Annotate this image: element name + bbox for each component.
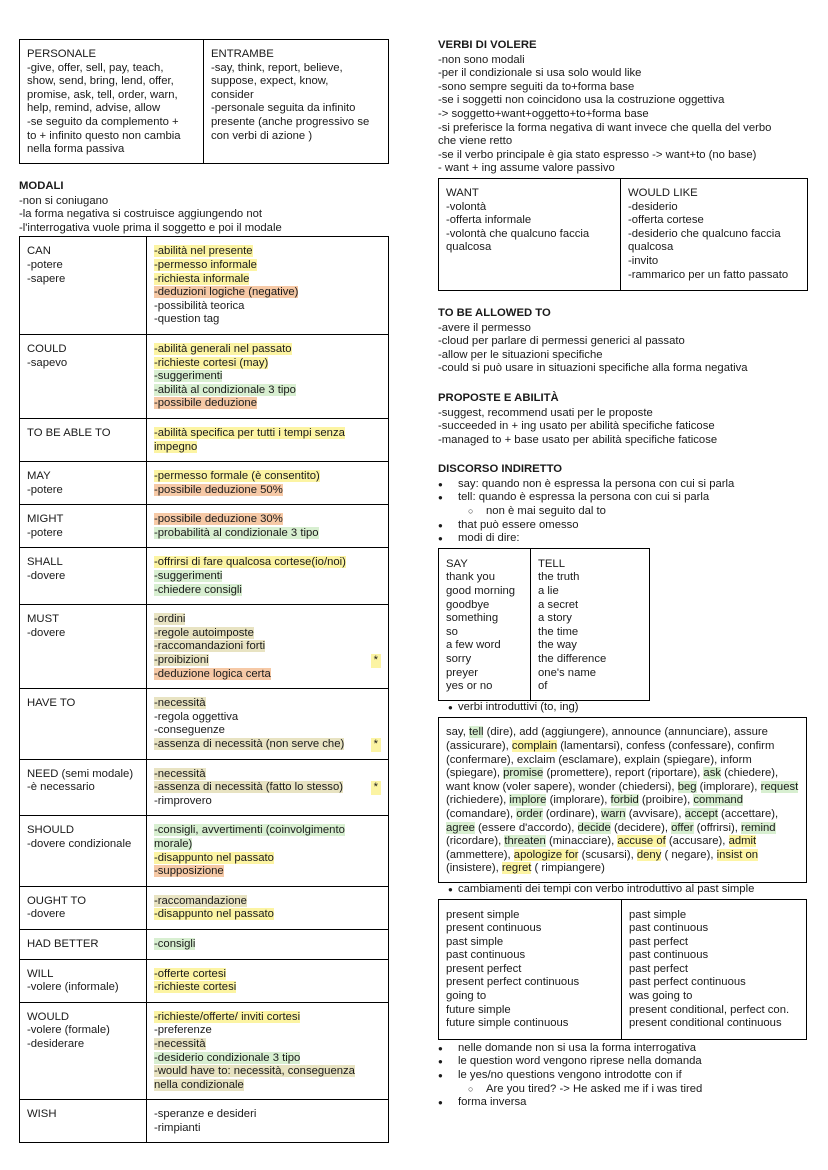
modal-use [154, 1065, 381, 1092]
modal-verb: TO BE ABLE TO [20, 418, 147, 461]
modal-use-text: -abilità generali nel passato [154, 342, 292, 355]
modal-uses [147, 689, 389, 759]
modal-use [154, 711, 381, 725]
modal-use [154, 781, 381, 795]
highlighted-verb: beg [677, 780, 697, 793]
proposte-line: -suggest, recommend usati per le proposte [438, 406, 653, 419]
modal-use [154, 584, 381, 598]
modal-use [154, 668, 381, 682]
highlighted-verb: accept [684, 807, 718, 820]
tell-col: TELL the truth a lie a secret a story the time the way the difference one's name of [531, 548, 650, 700]
modal-row [20, 1100, 389, 1143]
verb-text: (minacciare), [545, 835, 618, 848]
modal-uses [147, 1002, 389, 1100]
volere-line: - want + ing assume valore passivo [438, 162, 615, 175]
highlighted-verb: complain [511, 739, 558, 752]
modal-use-text: -richiesta informale [154, 272, 250, 285]
modal-use-text: -regola oggettiva [154, 710, 239, 723]
say-col: SAY thank you good morning goodbye something so a few word sorry preyer yes or no [439, 548, 531, 700]
verbi-introduttivi-table [438, 717, 807, 883]
modal-use-text: -offrirsi di fare qualcosa cortese(io/noi) [154, 556, 346, 569]
highlighted-verb: ask [703, 767, 722, 780]
modal-use [154, 245, 381, 259]
modal-use-text: -permesso formale (è consentito) [154, 470, 320, 483]
modal-use-text: -deduzioni logiche (negative) [154, 286, 299, 299]
modal-use [154, 570, 381, 584]
modal-row [20, 816, 389, 886]
highlighted-verb: forbid [610, 794, 639, 807]
modal-uses [147, 334, 389, 418]
bullet-yes-no-example: ○ Are you tired? -> He asked me if i was tired [438, 1083, 808, 1097]
modal-use [154, 1052, 381, 1066]
modal-uses [147, 816, 389, 886]
verb-text: (offrirsi), [693, 821, 742, 834]
allowed-title: TO BE ALLOWED TO [438, 306, 551, 319]
bullet-tell: ● tell: quando è espressa la persona con cui si parla [438, 491, 808, 505]
modal-use [154, 1011, 381, 1025]
modal-verb: CAN -potere -sapere [20, 237, 147, 335]
modal-use [154, 613, 381, 627]
volere-lines [438, 54, 808, 176]
tenses-right: past simple past continuous past perfect past continuous past perfect past perfect continuous was going to present conditional, perfect con. present conditional continuous [622, 899, 807, 1039]
say-tell-table [438, 548, 650, 701]
modal-use [154, 343, 381, 357]
modal-use-text: -ordini [154, 613, 186, 626]
modal-verb: SHALL -dovere [20, 548, 147, 605]
modal-use [154, 470, 381, 484]
modal-row [20, 605, 389, 689]
modal-verb: MIGHT -potere [20, 505, 147, 548]
modal-uses [147, 237, 389, 335]
modal-row [20, 886, 389, 929]
verb-text: (essere d'accordo), [474, 821, 578, 834]
modal-use-text: -disappunto nel passato [154, 908, 274, 921]
modal-uses [147, 929, 389, 959]
modali-intro [19, 195, 389, 236]
verb-text: (promettere), report (riportare), [543, 767, 704, 780]
proposte-lines [438, 407, 808, 448]
highlighted-verb: insist on [716, 848, 759, 861]
modal-uses [147, 418, 389, 461]
highlighted-verb: apologize for [513, 848, 579, 861]
verb-text: (dire), add (aggiungere), announce (annunciare), assure (assicurare), [446, 726, 768, 752]
modal-use [154, 286, 381, 300]
proposte-line: -managed to + base usato per abilità specifiche faticose [438, 433, 718, 446]
modal-use-text: -abilità specifica per tutti i tempi senza impegno [154, 426, 345, 453]
modal-use-text: -raccomandazioni forti [154, 640, 266, 653]
modal-use [154, 627, 381, 641]
modal-use [154, 427, 381, 454]
highlighted-verb: accuse of [617, 835, 666, 848]
modal-use-text: -deduzione logica certa [154, 667, 271, 680]
bullet-that: ● that può essere omesso [438, 519, 808, 533]
bullet-modi: ● modi di dire: [438, 532, 808, 546]
modal-row [20, 418, 389, 461]
modal-use-text: -question tag [154, 313, 220, 326]
modal-verb: HAVE TO [20, 689, 147, 759]
modali-title: MODALI [19, 180, 64, 192]
entrambe-cell: ENTRAMBE -say, think, report, believe, suppose, expect, know, consider -personale seguita da infinito presente (anche progressivo se con verbi di azione ) [204, 40, 389, 164]
modal-use-text: -regole autoimposte [154, 626, 254, 639]
verb-text: (accusare), [665, 835, 729, 848]
highlighted-verb: promise [503, 767, 544, 780]
would-like-cell: WOULD LIKE -desiderio -offerta cortese -desiderio che qualcuno faccia qualcosa -invito -rammarico per un fatto passato [621, 178, 808, 290]
modal-use-text: -abilità nel presente [154, 245, 253, 258]
modal-use-text: -necessità [154, 1037, 206, 1050]
modal-uses [147, 1100, 389, 1143]
modal-use-text: -rimprovero [154, 794, 212, 807]
modal-row [20, 759, 389, 816]
highlighted-verb: decide [577, 821, 611, 834]
star-mark: * [371, 738, 381, 752]
highlighted-verb: offer [671, 821, 694, 834]
modal-row [20, 505, 389, 548]
tenses-table [438, 899, 807, 1040]
allowed-line: -avere il permesso [438, 321, 531, 334]
verb-text: (decidere), [610, 821, 672, 834]
modal-use-text: -necessità [154, 697, 206, 710]
highlighted-verb: agree [446, 821, 475, 834]
modal-use-text: -richieste cortesi [154, 981, 237, 994]
modal-verb: WOULD -volere (formale) -desiderare [20, 1002, 147, 1100]
volere-line: -se i soggetti non coincidono usa la costruzione oggettiva [438, 94, 725, 107]
modal-use [154, 654, 381, 668]
modal-use-text: -permesso informale [154, 258, 257, 271]
highlighted-verb: threaten [504, 835, 546, 848]
modal-uses [147, 548, 389, 605]
verb-text: (ammettere), [446, 848, 514, 861]
allowed-line: -allow per le situazioni specifiche [438, 348, 603, 361]
modal-uses [147, 759, 389, 816]
modal-uses [147, 505, 389, 548]
modal-use [154, 1024, 381, 1038]
modal-use-text: -offerte cortesi [154, 967, 226, 980]
modal-use [154, 370, 381, 384]
highlighted-verb: remind [741, 821, 776, 834]
allowed-line: -could si può usare in situazioni specifiche alla forma negativa [438, 362, 748, 375]
modal-use [154, 640, 381, 654]
modal-use [154, 697, 381, 711]
left-column [19, 0, 389, 1143]
modali-table [19, 236, 389, 1143]
modal-use [154, 527, 381, 541]
bullet-introduttivi [448, 701, 808, 715]
verb-text: (implorare), [696, 780, 761, 793]
modal-use-text: -chiedere consigli [154, 583, 242, 596]
volere-line: -si preferisce la forma negativa di want invece che quella del verbo [438, 121, 772, 134]
verbs-table [19, 39, 389, 164]
modal-use-text: -disappunto nel passato [154, 851, 274, 864]
highlighted-verb: warn [601, 807, 626, 820]
volere-line: -per il condizionale si usa solo would like [438, 67, 642, 80]
modal-use [154, 738, 381, 752]
modal-row [20, 929, 389, 959]
volere-line: -se il verbo principale è gia stato espresso -> want+to (no base) [438, 148, 757, 161]
volere-line: -non sono modali [438, 53, 525, 66]
verb-text: (proibire), [638, 794, 694, 807]
modal-use [154, 484, 381, 498]
modal-use-text: -possibilità teorica [154, 299, 245, 312]
modal-use [154, 768, 381, 782]
bullet-question-word: ● le question word vengono riprese nella domanda [438, 1055, 808, 1069]
indiretto-title: DISCORSO INDIRETTO [438, 463, 563, 476]
modal-uses [147, 959, 389, 1002]
modal-use [154, 513, 381, 527]
bullet-forma-inversa: ● forma inversa [438, 1096, 808, 1110]
highlighted-verb: admit [728, 835, 757, 848]
modal-uses [147, 462, 389, 505]
modal-uses [147, 886, 389, 929]
modal-uses [147, 605, 389, 689]
want-table [438, 178, 808, 291]
bullet-yes-no: ● le yes/no questions vengono introdotte con if [438, 1069, 808, 1083]
modal-use [154, 357, 381, 371]
modal-row [20, 237, 389, 335]
modal-verb: WISH [20, 1100, 147, 1143]
modal-use-text: -supposizione [154, 865, 224, 878]
star-mark: * [371, 654, 381, 668]
modal-use-text: -rimpianti [154, 1121, 201, 1134]
modal-use-text: -suggerimenti [154, 570, 223, 583]
modal-use [154, 1108, 381, 1122]
modali-intro-line: -non si coniugano [19, 194, 109, 207]
modal-use [154, 556, 381, 570]
proposte-title: PROPOSTE E ABILITÀ [438, 391, 559, 404]
modal-use-text: -preferenze [154, 1024, 212, 1037]
modal-use [154, 273, 381, 287]
verb-text: (insistere), [446, 862, 502, 875]
modal-use-text: -proibizioni [154, 654, 209, 667]
modal-row [20, 462, 389, 505]
allowed-line: -cloud per parlare di permessi generici al passato [438, 335, 685, 348]
verb-text: (lamentarsi), confess (confessare), confirm (confermare), exclaim (esclamare), explain (spiegare), inform (spiegare), [446, 739, 775, 780]
verb-text: (ricordare), [446, 835, 505, 848]
modal-use [154, 895, 381, 909]
modal-use-text: -possibile deduzione 50% [154, 483, 283, 496]
right-column [438, 0, 808, 1110]
verb-text: say, [446, 726, 470, 739]
verb-text: (ordinare), [542, 807, 602, 820]
volere-line: -> soggetto+want+oggetto+to+forma base [438, 107, 649, 120]
highlighted-verb: command [693, 794, 743, 807]
modali-intro-line: -l'interrogativa vuole prima il soggetto e poi il modale [19, 221, 282, 234]
modal-use-text: -desiderio condizionale 3 tipo [154, 1051, 301, 1064]
highlighted-verb: implore [509, 794, 547, 807]
modal-row [20, 548, 389, 605]
modal-verb: NEED (semi modale) -è necessario [20, 759, 147, 816]
modal-use-text: -consigli, avvertimenti (coinvolgimento morale) [154, 824, 345, 850]
modal-use-text: -possibile deduzione [154, 397, 257, 410]
modal-use-text: -consigli [154, 937, 196, 950]
modal-use [154, 865, 381, 879]
modal-use-text: -would have to: necessità, conseguenza nella condizionale [154, 1065, 355, 1091]
modal-use [154, 852, 381, 866]
highlighted-verb: tell [469, 726, 484, 739]
bullet-domande: ● nelle domande non si usa la forma interrogativa [438, 1042, 808, 1056]
verb-text: (scusarsi), [578, 848, 637, 861]
modal-use-text: -conseguenze [154, 724, 225, 737]
proposte-line: -succeeded in + ing usato per abilità specifiche faticose [438, 420, 715, 433]
modal-use [154, 384, 381, 398]
allowed-lines [438, 322, 808, 376]
highlighted-verb: request [760, 780, 799, 793]
volere-line: che viene retto [438, 135, 513, 148]
modal-row [20, 1002, 389, 1100]
personale-cell: PERSONALE -give, offer, sell, pay, teach, show, send, bring, lend, offer, promise, ask, tell, order, warn, help, remind, advise, allow -se seguito da complemento + to + infinito questo non cambia nella forma passiva [20, 40, 204, 164]
verb-text: (richiedere), [446, 794, 510, 807]
want-cell: WANT -volontà -offerta informale -volontà che qualcuno faccia qualcosa [439, 178, 621, 290]
volere-title: VERBI DI VOLERE [438, 39, 537, 51]
modal-use-text: -suggerimenti [154, 370, 223, 383]
volere-line: -sono sempre seguiti da to+forma base [438, 80, 635, 93]
tenses-left: present simple present continuous past simple past continuous present perfect present perfect continuous going to future simple future simple continuous [439, 899, 622, 1039]
highlighted-verb: order [516, 807, 543, 820]
verb-text: (accettare), [717, 807, 779, 820]
modal-use [154, 968, 381, 982]
star-mark: * [371, 781, 381, 795]
modal-use-text: -abilità al condizionale 3 tipo [154, 383, 296, 396]
modal-use [154, 938, 381, 952]
verb-text: (implorare), [546, 794, 611, 807]
modal-verb: WILL -volere (informale) [20, 959, 147, 1002]
modal-verb: HAD BETTER [20, 929, 147, 959]
verbi-introduttivi-cell [439, 718, 807, 883]
modal-verb: MAY -potere [20, 462, 147, 505]
modal-use-text: -necessità [154, 767, 206, 780]
verb-text: (avvisare), [625, 807, 685, 820]
modal-use-text: -speranze e desideri [154, 1108, 257, 1121]
modal-use [154, 795, 381, 809]
modal-verb: MUST -dovere [20, 605, 147, 689]
bullet-cambiamenti [448, 883, 808, 897]
modal-row [20, 689, 389, 759]
modal-use-text: -richieste/offerte/ inviti cortesi [154, 1010, 301, 1023]
modal-use [154, 981, 381, 995]
modal-use-text: -possibile deduzione 30% [154, 513, 283, 526]
modal-use [154, 1122, 381, 1136]
modal-row [20, 959, 389, 1002]
modal-use-text: -probabilità al condizionale 3 tipo [154, 526, 319, 539]
modal-use-text: -assenza di necessità (fatto lo stesso) [154, 781, 343, 794]
modali-intro-line: -la forma negativa si costruisce aggiungendo not [19, 208, 263, 221]
modal-use [154, 300, 381, 314]
modal-use-text: -raccomandazione [154, 894, 247, 907]
highlighted-verb: regret [501, 862, 532, 875]
modal-use [154, 1038, 381, 1052]
modal-use [154, 724, 381, 738]
bullet-say: ● say: quando non è espressa la persona con cui si parla [438, 478, 808, 492]
modal-use [154, 908, 381, 922]
verb-text: (comandare), [446, 807, 517, 820]
verb-text: (chiedere), want know (voler sapere), wonder (chiedersi), [446, 767, 779, 793]
bullet-tell-sub: ○ non è mai seguito dal to [438, 505, 808, 519]
highlighted-verb: deny [636, 848, 662, 861]
verb-text: ( rimpiangere) [531, 862, 605, 875]
modal-use-text: -richieste cortesi (may) [154, 356, 269, 369]
modal-verb: OUGHT TO -dovere [20, 886, 147, 929]
modal-use-text: -assenza di necessità (non serve che) [154, 738, 345, 750]
modal-row [20, 334, 389, 418]
modal-use [154, 397, 381, 411]
modal-use [154, 824, 381, 851]
modal-verb: COULD -sapevo [20, 334, 147, 418]
verb-text: ( negare), [661, 848, 717, 861]
modal-use [154, 259, 381, 273]
bullet-cambiamenti-text: cambiamenti dei tempi con verbo introduttivo al past simple [458, 882, 755, 895]
modal-verb: SHOULD -dovere condizionale [20, 816, 147, 886]
bullet-introduttivi-text: verbi introduttivi (to, ing) [458, 700, 579, 713]
modal-use [154, 313, 381, 327]
